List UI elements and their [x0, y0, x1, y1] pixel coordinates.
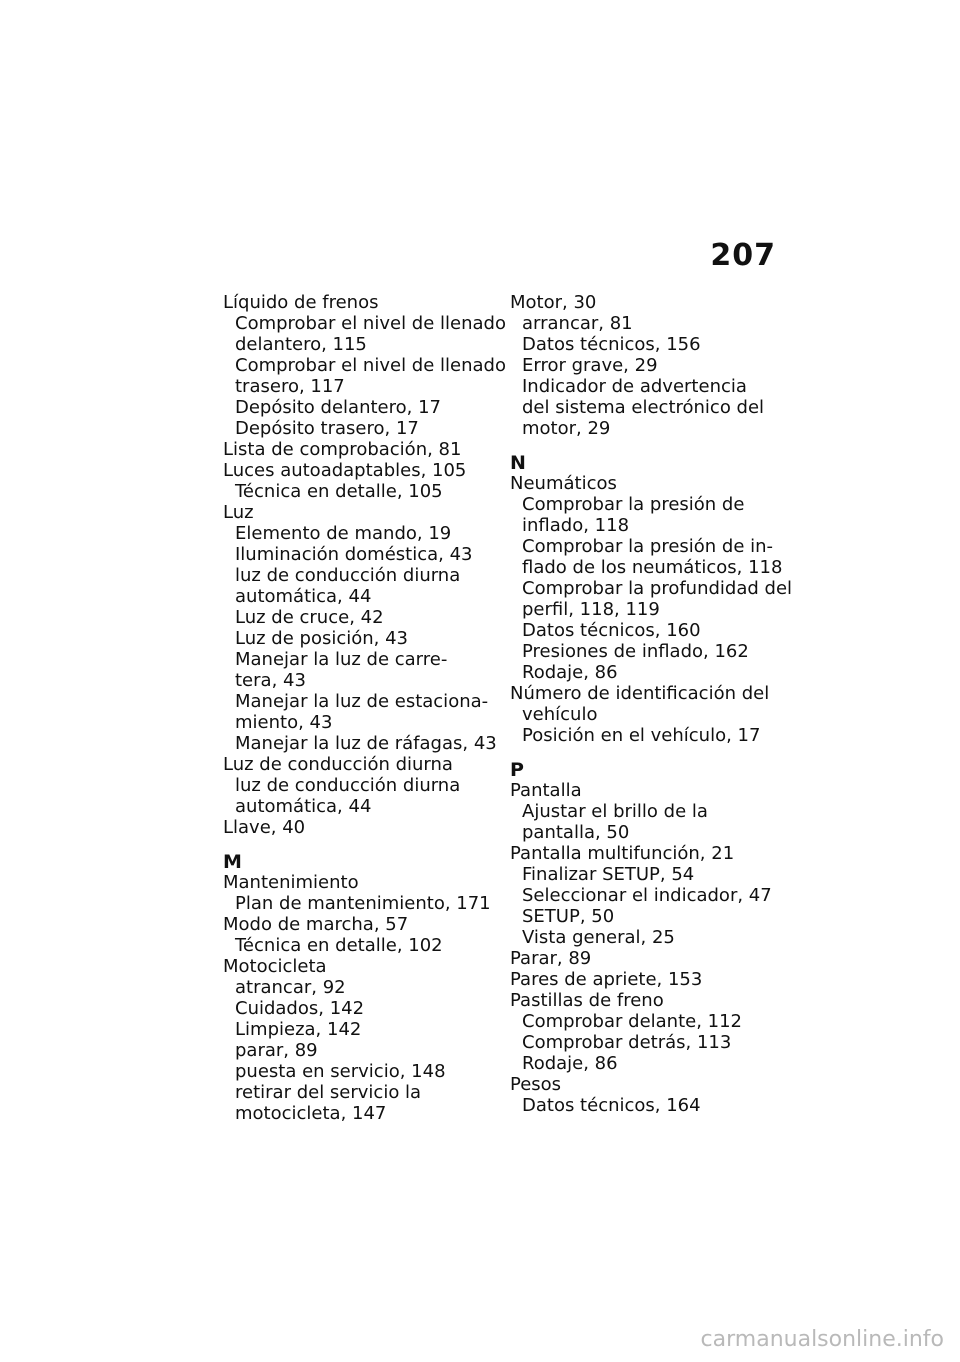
index-subentry: Rodaje, 86: [522, 662, 618, 683]
index-entry: Modo de marcha, 57: [223, 914, 409, 935]
index-subentry: motocicleta, 147: [235, 1103, 387, 1124]
index-subentry: Limpieza, 142: [235, 1019, 362, 1040]
index-subentry: delantero, 115: [235, 334, 367, 355]
index-entry: Luz: [223, 502, 254, 523]
index-subentry: luz de conducción diurna: [235, 565, 461, 586]
index-entry: Pesos: [510, 1074, 562, 1095]
index-entry: Número de identificación del: [510, 683, 770, 704]
index-subentry: Luz de cruce, 42: [235, 607, 384, 628]
index-subentry: Elemento de mando, 19: [235, 523, 452, 544]
page-number: 207: [710, 238, 776, 273]
index-subentry: del sistema electrónico del: [522, 397, 765, 418]
index-subentry: Comprobar la presión de in-: [522, 536, 774, 557]
index-entry: Motor, 30: [510, 292, 597, 313]
index-subentry: arrancar, 81: [522, 313, 633, 334]
index-column-right: [510, 292, 800, 1116]
index-subentry: Ajustar el brillo de la: [522, 801, 708, 822]
index-subentry: Depósito delantero, 17: [235, 397, 441, 418]
index-subentry: Comprobar el nivel de llenado: [235, 355, 506, 376]
index-subentry: vehículo: [522, 704, 598, 725]
index-subentry: Comprobar la presión de: [522, 494, 745, 515]
index-subentry: Comprobar el nivel de llenado: [235, 313, 506, 334]
index-subentry: Rodaje, 86: [522, 1053, 618, 1074]
index-subentry: SETUP, 50: [522, 906, 615, 927]
index-entry: Motocicleta: [223, 956, 327, 977]
index-subentry: Manejar la luz de estaciona-: [235, 691, 489, 712]
index-subentry: Técnica en detalle, 105: [235, 481, 443, 502]
index-subentry: automática, 44: [235, 796, 372, 817]
index-subentry: Técnica en detalle, 102: [235, 935, 443, 956]
index-subentry: Datos técnicos, 156: [522, 334, 701, 355]
index-subentry: Cuidados, 142: [235, 998, 365, 1019]
index-subentry: atrancar, 92: [235, 977, 346, 998]
index-subentry: puesta en servicio, 148: [235, 1061, 446, 1082]
index-subentry: Seleccionar el indicador, 47: [522, 885, 772, 906]
index-subentry: Vista general, 25: [522, 927, 675, 948]
index-entry: Líquido de frenos: [223, 292, 379, 313]
index-subentry: Indicador de advertencia: [522, 376, 747, 397]
index-entry: Lista de comprobación, 81: [223, 439, 462, 460]
index-entry: Mantenimiento: [223, 872, 359, 893]
index-subentry: flado de los neumáticos, 118: [522, 557, 783, 578]
watermark-text: carmanualsonline.info: [700, 1327, 944, 1352]
index-entry: Luces autoadaptables, 105: [223, 460, 467, 481]
index-entry: Pares de apriete, 153: [510, 969, 703, 990]
index-subentry: Presiones de inflado, 162: [522, 641, 749, 662]
index-subentry: Datos técnicos, 160: [522, 620, 701, 641]
index-subentry: luz de conducción diurna: [235, 775, 461, 796]
index-subentry: Luz de posición, 43: [235, 628, 408, 649]
index-subentry: inflado, 118: [522, 515, 630, 536]
index-subentry: miento, 43: [235, 712, 333, 733]
index-subentry: parar, 89: [235, 1040, 318, 1061]
index-subentry: Manejar la luz de ráfagas, 43: [235, 733, 497, 754]
index-subentry: Iluminación doméstica, 43: [235, 544, 473, 565]
index-entry: Pastillas de freno: [510, 990, 664, 1011]
index-subentry: Plan de mantenimiento, 171: [235, 893, 491, 914]
index-entry: Parar, 89: [510, 948, 592, 969]
index-subentry: Depósito trasero, 17: [235, 418, 419, 439]
index-section-letter: M: [223, 851, 242, 873]
index-subentry: Error grave, 29: [522, 355, 658, 376]
index-entry: Pantalla multifunción, 21: [510, 843, 735, 864]
index-subentry: tera, 43: [235, 670, 306, 691]
index-subentry: Comprobar detrás, 113: [522, 1032, 732, 1053]
index-entry: Neumáticos: [510, 473, 617, 494]
index-subentry: motor, 29: [522, 418, 611, 439]
index-subentry: Comprobar delante, 112: [522, 1011, 743, 1032]
index-entry: Pantalla: [510, 780, 582, 801]
index-section-letter: N: [510, 452, 526, 474]
index-subentry: Datos técnicos, 164: [522, 1095, 701, 1116]
index-subentry: pantalla, 50: [522, 822, 630, 843]
index-section-letter: P: [510, 759, 524, 781]
index-column-left: [223, 292, 513, 1124]
index-subentry: automática, 44: [235, 586, 372, 607]
index-subentry: retirar del servicio la: [235, 1082, 422, 1103]
index-subentry: perfil, 118, 119: [522, 599, 660, 620]
index-subentry: trasero, 117: [235, 376, 345, 397]
index-subentry: Posición en el vehículo, 17: [522, 725, 761, 746]
index-subentry: Manejar la luz de carre-: [235, 649, 448, 670]
index-entry: Llave, 40: [223, 817, 306, 838]
index-entry: Luz de conducción diurna: [223, 754, 453, 775]
index-subentry: Comprobar la profundidad del: [522, 578, 793, 599]
index-subentry: Finalizar SETUP, 54: [522, 864, 695, 885]
